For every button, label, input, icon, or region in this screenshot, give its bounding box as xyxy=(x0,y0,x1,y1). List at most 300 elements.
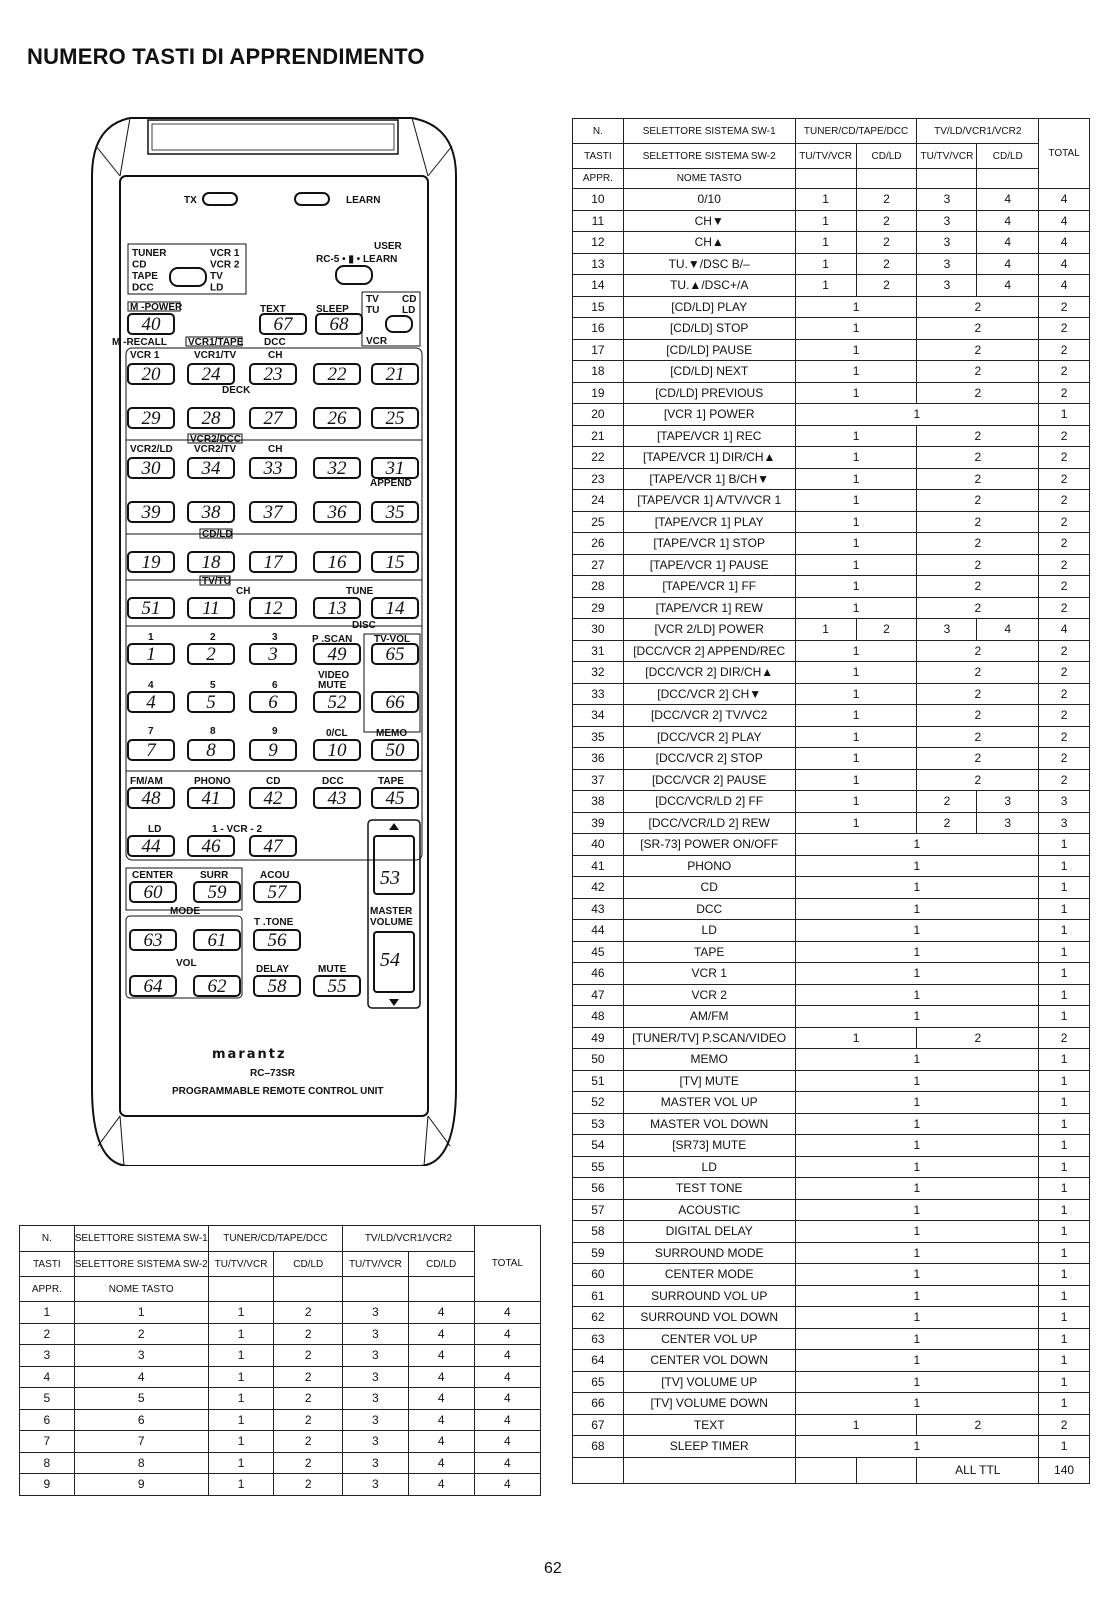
key-21[interactable] xyxy=(372,364,418,385)
surr-label: SURR xyxy=(200,870,229,881)
key-number: 22 xyxy=(573,447,624,469)
digit-label: 6 xyxy=(272,680,278,691)
key-8[interactable] xyxy=(188,740,234,761)
mode-value: 3 xyxy=(917,253,977,275)
key-13[interactable] xyxy=(314,598,360,619)
svg-text:41: 41 xyxy=(201,788,221,809)
empty-cell xyxy=(623,1457,795,1483)
row-total: 1 xyxy=(1039,941,1090,963)
svg-text:45: 45 xyxy=(385,788,405,809)
mode-value: 2 xyxy=(274,1474,343,1496)
mode-value: 2 xyxy=(274,1409,343,1431)
row-total: 3 xyxy=(1039,812,1090,834)
mode-value: 1 xyxy=(795,1156,1039,1178)
key-name: LD xyxy=(623,1156,795,1178)
key-2[interactable] xyxy=(188,644,234,665)
key-3[interactable] xyxy=(250,644,296,665)
mode-value: 3 xyxy=(343,1431,408,1453)
mode-value: 1 xyxy=(795,705,917,727)
svg-text:50: 50 xyxy=(385,740,405,761)
key-name: 7 xyxy=(74,1431,208,1453)
key-68[interactable] xyxy=(316,314,362,335)
key-59[interactable] xyxy=(194,882,240,903)
key-name: SLEEP TIMER xyxy=(623,1436,795,1458)
mode-value: 1 xyxy=(795,1027,917,1049)
key-number: 39 xyxy=(573,812,624,834)
table-row xyxy=(573,382,1090,404)
key-41[interactable] xyxy=(188,788,234,809)
mode-value: 2 xyxy=(917,1027,1039,1049)
tvvol-label: TV-VOL xyxy=(374,634,411,645)
key-29[interactable] xyxy=(128,408,174,429)
table-row xyxy=(573,984,1090,1006)
table-row xyxy=(573,447,1090,469)
key-50[interactable] xyxy=(372,740,418,761)
row-total: 1 xyxy=(1039,1049,1090,1071)
table-row xyxy=(573,404,1090,426)
key-number: 45 xyxy=(573,941,624,963)
key-63[interactable] xyxy=(130,930,176,951)
mode-value: 1 xyxy=(795,963,1039,985)
mode-value: 2 xyxy=(274,1452,343,1474)
key-24[interactable] xyxy=(188,364,234,385)
table-row xyxy=(573,189,1090,211)
key-name: CH▼ xyxy=(623,210,795,232)
key-31[interactable] xyxy=(372,458,418,479)
mode-value: 2 xyxy=(917,533,1039,555)
key-20[interactable] xyxy=(128,364,174,385)
key-25[interactable] xyxy=(372,408,418,429)
mode-value: 2 xyxy=(856,232,917,254)
svg-text:5: 5 xyxy=(206,692,216,713)
table-row xyxy=(573,941,1090,963)
mode-value: 1 xyxy=(208,1388,274,1410)
key-number: 13 xyxy=(573,253,624,275)
vcr2dcc-label: VCR2/DCC xyxy=(190,434,242,445)
key-30[interactable] xyxy=(128,458,174,479)
key-number: 23 xyxy=(573,468,624,490)
mode-value: 2 xyxy=(274,1366,343,1388)
key-5[interactable] xyxy=(188,692,234,713)
svg-text:61: 61 xyxy=(207,930,227,951)
table-row xyxy=(20,1452,541,1474)
key-32[interactable] xyxy=(314,458,360,479)
key-7[interactable] xyxy=(128,740,174,761)
vcr1tv-label: VCR1/TV xyxy=(194,350,237,361)
mode-value: 3 xyxy=(917,210,977,232)
svg-text:4: 4 xyxy=(146,692,156,713)
key-56[interactable] xyxy=(254,930,300,951)
table-row xyxy=(573,361,1090,383)
key-number: 60 xyxy=(573,1264,624,1286)
mode-value: 1 xyxy=(795,447,917,469)
mode-value: 1 xyxy=(795,1393,1039,1415)
mode-value: 1 xyxy=(795,1070,1039,1092)
svg-text:40: 40 xyxy=(141,314,161,335)
svg-text:55: 55 xyxy=(327,976,347,997)
key-number: 48 xyxy=(573,1006,624,1028)
mode-value: 1 xyxy=(795,425,917,447)
svg-text:47: 47 xyxy=(263,836,283,857)
key-number: 43 xyxy=(573,898,624,920)
mode-value: 2 xyxy=(917,1414,1039,1436)
key-35[interactable] xyxy=(372,502,418,523)
mode-value: 1 xyxy=(208,1302,274,1324)
key-61[interactable] xyxy=(194,930,240,951)
table-row xyxy=(573,597,1090,619)
svg-text:1: 1 xyxy=(146,644,156,665)
table-row xyxy=(20,1323,541,1345)
remote-subtitle: PROGRAMMABLE REMOTE CONTROL UNIT xyxy=(172,1086,384,1097)
table-row xyxy=(573,490,1090,512)
mode-value: 1 xyxy=(795,877,1039,899)
key-number: 64 xyxy=(573,1350,624,1372)
key-number: 32 xyxy=(573,662,624,684)
key-27[interactable] xyxy=(250,408,296,429)
row-total: 2 xyxy=(1039,1414,1090,1436)
key-66[interactable] xyxy=(372,692,418,713)
deck-label: DECK xyxy=(222,385,251,396)
key-38[interactable] xyxy=(188,502,234,523)
row-total: 1 xyxy=(1039,1135,1090,1157)
key-name: [CD/LD] PAUSE xyxy=(623,339,795,361)
mode-value: 2 xyxy=(917,812,977,834)
row-total: 2 xyxy=(1039,468,1090,490)
row-total: 4 xyxy=(474,1323,540,1345)
key-9[interactable] xyxy=(250,740,296,761)
mode-value: 1 xyxy=(795,812,917,834)
phono-label: PHONO xyxy=(194,776,231,787)
mode-value: 1 xyxy=(795,1328,1039,1350)
key-name: [DCC/VCR 2] PAUSE xyxy=(623,769,795,791)
key-number: 28 xyxy=(573,576,624,598)
key-47[interactable] xyxy=(250,836,296,857)
row-total: 1 xyxy=(1039,1221,1090,1243)
mode-value: 3 xyxy=(343,1366,408,1388)
sw2-option-label: LD xyxy=(210,282,224,294)
key-name: TU.▼/DSC B/– xyxy=(623,253,795,275)
mode-label: MODE xyxy=(170,906,200,917)
mode-value: 1 xyxy=(795,1221,1039,1243)
key-36[interactable] xyxy=(314,502,360,523)
fmam-label: FM/AM xyxy=(130,776,163,787)
key-name: AM/FM xyxy=(623,1006,795,1028)
numeric-keys-table xyxy=(19,1225,541,1496)
key-number: 21 xyxy=(573,425,624,447)
svg-text:57: 57 xyxy=(267,882,287,903)
key-40[interactable] xyxy=(128,314,174,335)
learn-label: LEARN xyxy=(346,195,381,206)
ch-label: CH xyxy=(268,350,283,361)
svg-text:32: 32 xyxy=(327,458,347,479)
table-row xyxy=(573,1006,1090,1028)
row-total: 2 xyxy=(1039,1027,1090,1049)
key-54[interactable]: 54 xyxy=(380,949,400,971)
mode-value: 3 xyxy=(917,275,977,297)
key-16[interactable] xyxy=(314,552,360,573)
key-number: 63 xyxy=(573,1328,624,1350)
small-header-cd2: CD/LD xyxy=(408,1252,474,1277)
key-number: 59 xyxy=(573,1242,624,1264)
key-62[interactable] xyxy=(194,976,240,997)
svg-text:21: 21 xyxy=(385,364,405,385)
svg-text:27: 27 xyxy=(263,408,283,429)
row-total: 2 xyxy=(1039,705,1090,727)
key-15[interactable] xyxy=(372,552,418,573)
mode-value: 2 xyxy=(856,619,917,641)
mode-value: 4 xyxy=(408,1388,474,1410)
mode-value: 4 xyxy=(408,1345,474,1367)
mode-value: 2 xyxy=(856,275,917,297)
mode-value: 4 xyxy=(408,1366,474,1388)
page-title: NUMERO TASTI DI APPRENDIMENTO xyxy=(27,44,425,69)
key-number: 37 xyxy=(573,769,624,791)
key-52[interactable] xyxy=(314,692,360,713)
svg-text:52: 52 xyxy=(327,692,347,713)
small-header-sw2: SELETTORE SISTEMA SW-2 xyxy=(74,1252,208,1277)
key-number: 17 xyxy=(573,339,624,361)
key-60[interactable] xyxy=(130,882,176,903)
key-64[interactable] xyxy=(130,976,176,997)
mode-value: 2 xyxy=(917,662,1039,684)
key-37[interactable] xyxy=(250,502,296,523)
mode-value: 2 xyxy=(917,705,1039,727)
ttone-label: T .TONE xyxy=(254,917,294,928)
mode-value: 4 xyxy=(977,189,1039,211)
key-name: [CD/LD] PLAY xyxy=(623,296,795,318)
key-48[interactable] xyxy=(128,788,174,809)
key-number: 58 xyxy=(573,1221,624,1243)
key-28[interactable] xyxy=(188,408,234,429)
digit-label: 1 xyxy=(148,632,154,643)
table-row xyxy=(573,1135,1090,1157)
key-number: 49 xyxy=(573,1027,624,1049)
mode-value: 3 xyxy=(977,791,1039,813)
table-row xyxy=(573,318,1090,340)
key-number: 1 xyxy=(20,1302,75,1324)
table-row xyxy=(573,296,1090,318)
row-total: 1 xyxy=(1039,1006,1090,1028)
dcc-label-2: DCC xyxy=(322,776,344,787)
mode-value: 1 xyxy=(795,834,1039,856)
key-name: CD xyxy=(623,877,795,899)
key-name: DCC xyxy=(623,898,795,920)
mode-value: 1 xyxy=(208,1345,274,1367)
table-row xyxy=(573,554,1090,576)
ch-label-3: CH xyxy=(236,586,251,597)
table-row xyxy=(20,1345,541,1367)
row-total: 1 xyxy=(1039,855,1090,877)
key-number: 35 xyxy=(573,726,624,748)
key-number: 51 xyxy=(573,1070,624,1092)
key-46[interactable] xyxy=(188,836,234,857)
mode-value: 2 xyxy=(917,447,1039,469)
mode-value: 1 xyxy=(795,339,917,361)
key-39[interactable] xyxy=(128,502,174,523)
header-cd2: CD/LD xyxy=(977,144,1039,169)
key-number: 57 xyxy=(573,1199,624,1221)
key-name: [DCC/VCR/LD 2] FF xyxy=(623,791,795,813)
key-number: 46 xyxy=(573,963,624,985)
table-row xyxy=(20,1366,541,1388)
key-42[interactable] xyxy=(250,788,296,809)
mode-value: 1 xyxy=(795,726,917,748)
row-total: 1 xyxy=(1039,984,1090,1006)
key-22[interactable] xyxy=(314,364,360,385)
empty-cell xyxy=(856,1457,917,1483)
row-total: 1 xyxy=(1039,1328,1090,1350)
key-55[interactable] xyxy=(314,976,360,997)
key-23[interactable] xyxy=(250,364,296,385)
row-total: 4 xyxy=(474,1302,540,1324)
row-total: 2 xyxy=(1039,447,1090,469)
row-total: 1 xyxy=(1039,1371,1090,1393)
mode-value: 1 xyxy=(795,1350,1039,1372)
small-header-tu1: TU/TV/VCR xyxy=(208,1252,274,1277)
row-total: 2 xyxy=(1039,382,1090,404)
header-nome: NOME TASTO xyxy=(623,169,795,189)
key-name: [VCR 1] POWER xyxy=(623,404,795,426)
key-45[interactable] xyxy=(372,788,418,809)
key-43[interactable] xyxy=(314,788,360,809)
key-53[interactable]: 53 xyxy=(380,867,400,889)
row-total: 2 xyxy=(1039,576,1090,598)
mode-value: 1 xyxy=(795,554,917,576)
key-name: SURROUND MODE xyxy=(623,1242,795,1264)
table-row xyxy=(573,232,1090,254)
table-row xyxy=(573,726,1090,748)
key-26[interactable] xyxy=(314,408,360,429)
svg-text:13: 13 xyxy=(327,598,347,619)
mode-value: 2 xyxy=(917,597,1039,619)
key-1[interactable] xyxy=(128,644,174,665)
svg-text:56: 56 xyxy=(267,930,287,951)
key-number: 53 xyxy=(573,1113,624,1135)
small-header-group1: TUNER/CD/TAPE/DCC xyxy=(208,1226,342,1252)
key-12[interactable] xyxy=(250,598,296,619)
key-number: 3 xyxy=(20,1345,75,1367)
mode-value: 4 xyxy=(977,210,1039,232)
svg-text:11: 11 xyxy=(202,598,220,619)
svg-text:34: 34 xyxy=(201,458,221,479)
digit-label: 7 xyxy=(148,726,154,737)
key-name: MEMO xyxy=(623,1049,795,1071)
row-total: 2 xyxy=(1039,490,1090,512)
m-recall-label: M -RECALL xyxy=(112,337,167,348)
empty-cell xyxy=(573,1457,624,1483)
mode-value: 3 xyxy=(343,1323,408,1345)
svg-text:60: 60 xyxy=(143,882,163,903)
key-name: [SR-73] POWER ON/OFF xyxy=(623,834,795,856)
mode-value: 1 xyxy=(795,619,856,641)
table-row xyxy=(20,1302,541,1324)
key-19[interactable] xyxy=(128,552,174,573)
key-17[interactable] xyxy=(250,552,296,573)
tune-label: TUNE xyxy=(346,586,374,597)
mode-value: 1 xyxy=(795,1371,1039,1393)
key-name: MASTER VOL DOWN xyxy=(623,1113,795,1135)
key-name: [TV] MUTE xyxy=(623,1070,795,1092)
key-34[interactable] xyxy=(188,458,234,479)
key-number: 38 xyxy=(573,791,624,813)
mute-label-2: MUTE xyxy=(318,964,347,975)
header-appr: APPR. xyxy=(573,169,624,189)
mode-value: 3 xyxy=(343,1474,408,1496)
mode-value: 2 xyxy=(274,1388,343,1410)
small-header-group2: TV/LD/VCR1/VCR2 xyxy=(343,1226,475,1252)
svg-text:3: 3 xyxy=(268,644,278,665)
key-33[interactable] xyxy=(250,458,296,479)
mode-value: 2 xyxy=(917,748,1039,770)
key-name: [TV] VOLUME UP xyxy=(623,1371,795,1393)
svg-text:2: 2 xyxy=(206,644,216,665)
svg-text:12: 12 xyxy=(263,598,283,619)
key-67[interactable] xyxy=(260,314,306,335)
table-row xyxy=(573,662,1090,684)
key-14[interactable] xyxy=(372,598,418,619)
key-65[interactable] xyxy=(372,644,418,665)
key-name: 3 xyxy=(74,1345,208,1367)
key-49[interactable] xyxy=(314,644,360,665)
key-number: 52 xyxy=(573,1092,624,1114)
key-4[interactable] xyxy=(128,692,174,713)
key-10[interactable] xyxy=(314,740,360,761)
mode-value: 2 xyxy=(274,1345,343,1367)
svg-text:44: 44 xyxy=(141,836,161,857)
key-name: MASTER VOL UP xyxy=(623,1092,795,1114)
mode-value: 4 xyxy=(977,619,1039,641)
key-name: [DCC/VCR 2] CH▼ xyxy=(623,683,795,705)
svg-text:23: 23 xyxy=(263,364,283,385)
mute-label: MUTE xyxy=(318,680,347,691)
svg-text:62: 62 xyxy=(207,976,227,997)
mode-value: 1 xyxy=(795,855,1039,877)
key-name: [DCC/VCR 2] TV/VC2 xyxy=(623,705,795,727)
small-header-cd1: CD/LD xyxy=(274,1252,343,1277)
key-number: 27 xyxy=(573,554,624,576)
mode-value: 1 xyxy=(795,1242,1039,1264)
table-row xyxy=(573,576,1090,598)
header-sw2: SELETTORE SISTEMA SW-2 xyxy=(623,144,795,169)
key-name: [SR73] MUTE xyxy=(623,1135,795,1157)
key-name: CH▲ xyxy=(623,232,795,254)
mode-value: 2 xyxy=(274,1323,343,1345)
acou-label: ACOU xyxy=(260,870,290,881)
mode-value: 1 xyxy=(208,1409,274,1431)
key-number: 6 xyxy=(20,1409,75,1431)
key-58[interactable] xyxy=(254,976,300,997)
mode-value: 3 xyxy=(343,1409,408,1431)
row-total: 1 xyxy=(1039,1070,1090,1092)
key-number: 34 xyxy=(573,705,624,727)
svg-text:33: 33 xyxy=(263,458,283,479)
key-57[interactable] xyxy=(254,882,300,903)
key-18[interactable] xyxy=(188,552,234,573)
mode-value: 2 xyxy=(917,554,1039,576)
row-total: 2 xyxy=(1039,318,1090,340)
digit-label: 5 xyxy=(210,680,216,691)
key-44[interactable] xyxy=(128,836,174,857)
mode-value: 1 xyxy=(208,1474,274,1496)
row-total: 4 xyxy=(474,1409,540,1431)
row-total: 2 xyxy=(1039,769,1090,791)
key-11[interactable] xyxy=(188,598,234,619)
mode-value: 1 xyxy=(795,1178,1039,1200)
key-51[interactable] xyxy=(128,598,174,619)
mode-value: 4 xyxy=(977,253,1039,275)
key-6[interactable] xyxy=(250,692,296,713)
row-total: 4 xyxy=(474,1345,540,1367)
